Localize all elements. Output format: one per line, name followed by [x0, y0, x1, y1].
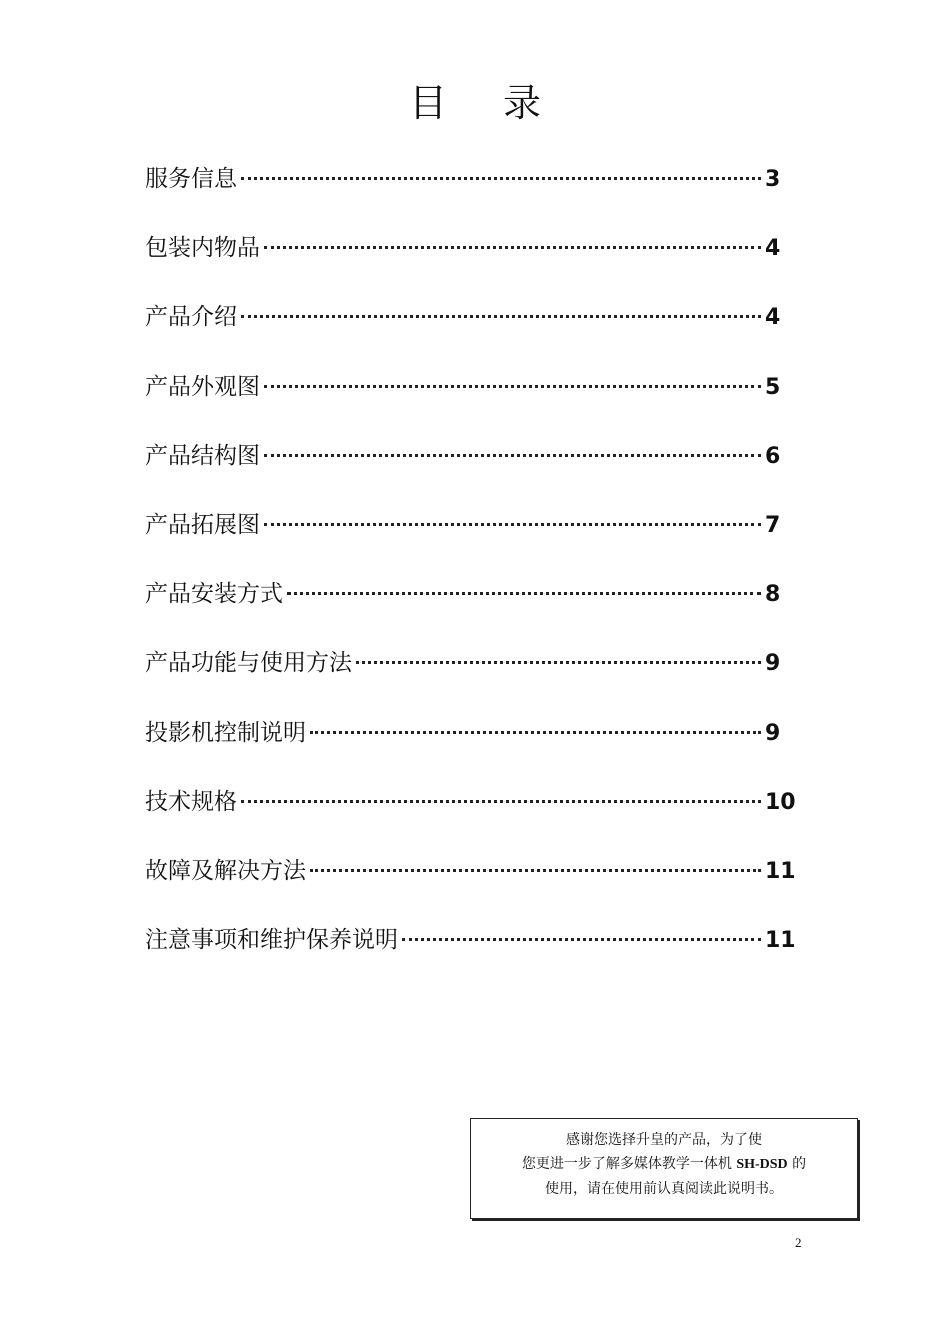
product-model: SH-DSD: [736, 1157, 788, 1172]
toc-entry-label: 投影机控制说明: [145, 719, 306, 746]
toc-entry-page: 3: [765, 167, 781, 192]
toc-entry-label: 服务信息: [145, 166, 237, 192]
toc-entry-page: 4: [765, 236, 781, 262]
notice-line: 感谢您选择升皇的产品，为了使: [566, 1132, 762, 1148]
toc-entry-page: 9: [765, 651, 781, 677]
toc-entry-package-contents[interactable]: [145, 229, 795, 298]
toc-entry-label: 故障及解决方法: [145, 857, 306, 884]
toc-entry-troubleshooting[interactable]: [145, 852, 795, 921]
dot-leader: [310, 731, 761, 734]
dot-leader: [264, 246, 761, 249]
toc-entry-page: 11: [765, 928, 796, 954]
toc-entry-label: 注意事项和维护保养说明: [145, 927, 398, 954]
toc-entry-page: 10: [765, 789, 796, 815]
toc-entry-functions-usage[interactable]: [145, 644, 795, 713]
dot-leader: [264, 523, 761, 526]
notice-text: 您更进一步了解多媒体教学一体机: [521, 1156, 737, 1172]
notice-line: 使用，请在使用前认真阅读此说明书。: [545, 1181, 783, 1197]
toc-entry-label: 包装内物品: [145, 235, 260, 262]
toc-entry-projector-control[interactable]: [145, 714, 795, 783]
notice-text: 的: [787, 1156, 807, 1172]
toc-entry-page: 9: [765, 720, 781, 746]
toc-entry-page: 7: [765, 512, 781, 538]
toc-entry-label: 产品功能与使用方法: [145, 650, 352, 677]
toc-entry-label: 产品介绍: [145, 304, 237, 331]
table-of-contents: [145, 160, 795, 990]
dot-leader: [310, 869, 761, 872]
dot-leader: [241, 315, 761, 318]
toc-entry-page: 11: [765, 858, 796, 884]
dot-leader: [402, 938, 761, 941]
toc-entry-structure[interactable]: [145, 437, 795, 506]
dot-leader: [241, 177, 761, 180]
dot-leader: [264, 385, 761, 388]
dot-leader: [264, 454, 761, 457]
dot-leader: [356, 661, 761, 664]
toc-entry-appearance[interactable]: [145, 368, 795, 437]
notice-line: [471, 1152, 857, 1177]
toc-entry-page: 8: [765, 582, 781, 608]
dot-leader: [287, 592, 761, 595]
toc-entry-precautions-maintenance[interactable]: [145, 921, 795, 990]
toc-entry-page: 4: [765, 305, 781, 331]
page-number: 2: [795, 1235, 802, 1250]
page-title: 目 录: [408, 81, 564, 125]
toc-entry-page: 6: [765, 443, 781, 469]
toc-entry-service-info[interactable]: [145, 160, 795, 229]
thank-you-notice-box: [470, 1118, 858, 1219]
dot-leader: [241, 800, 761, 803]
toc-entry-specifications[interactable]: [145, 783, 795, 852]
toc-entry-expansion[interactable]: [145, 506, 795, 575]
toc-entry-label: 产品安装方式: [145, 581, 283, 608]
toc-entry-product-intro[interactable]: [145, 298, 795, 367]
toc-entry-label: 产品外观图: [145, 373, 260, 400]
toc-entry-installation[interactable]: [145, 575, 795, 644]
toc-entry-label: 产品拓展图: [145, 511, 260, 538]
toc-entry-page: 5: [765, 374, 781, 400]
toc-entry-label: 技术规格: [145, 788, 237, 815]
toc-entry-label: 产品结构图: [145, 442, 260, 469]
